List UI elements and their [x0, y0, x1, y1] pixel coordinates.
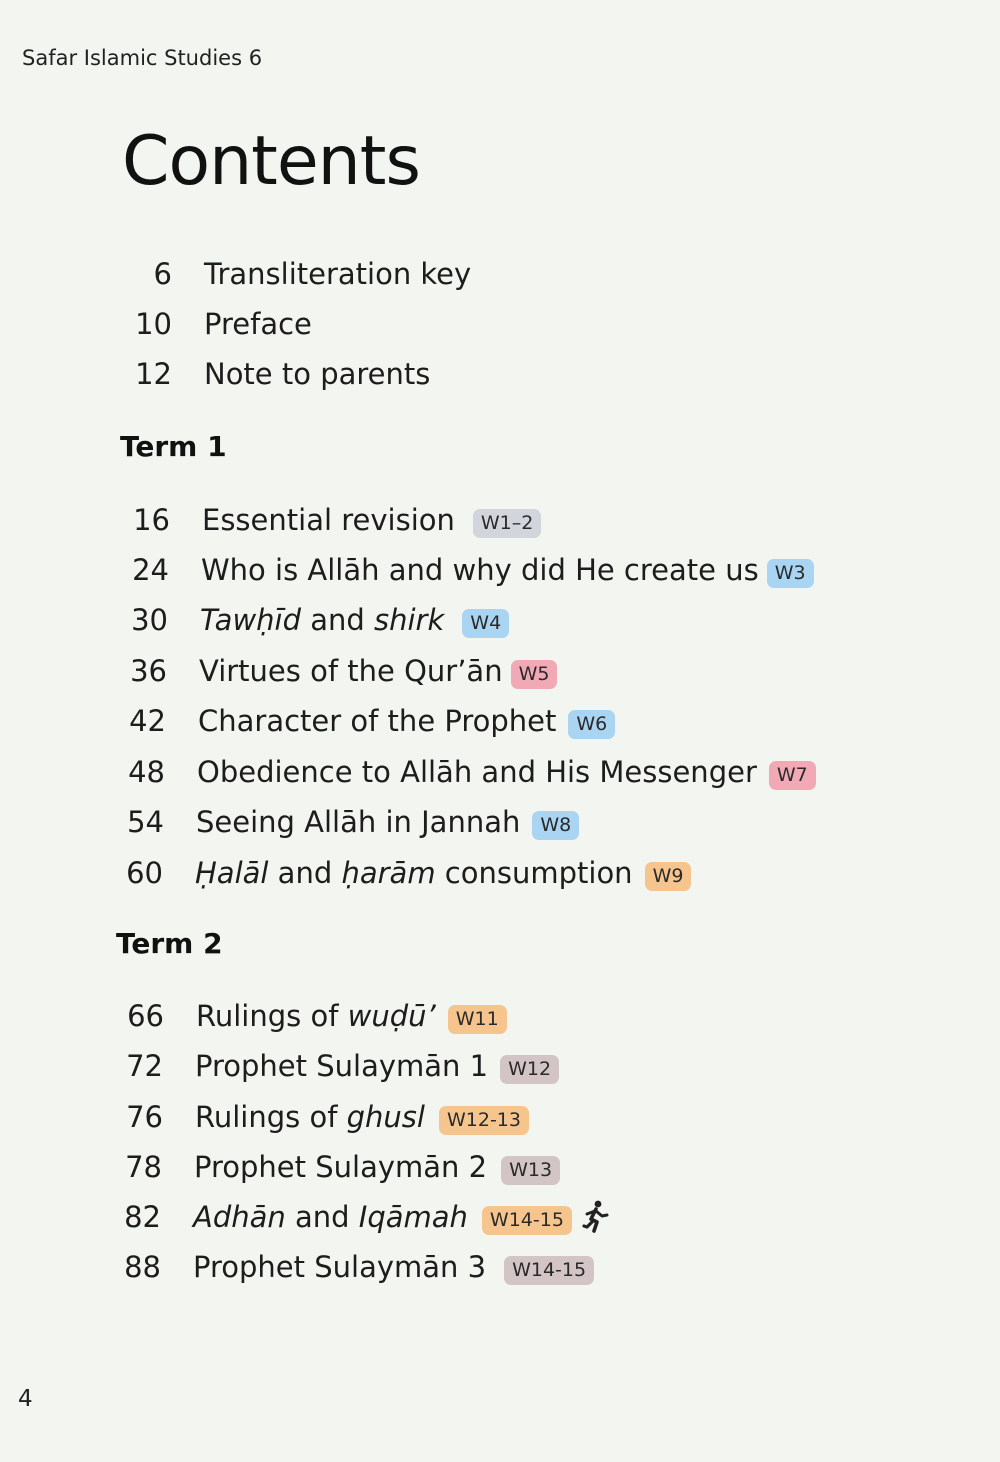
page-number: 66 [127, 999, 164, 1033]
week-badge: W6 [568, 710, 615, 739]
toc-entry[interactable] [116, 701, 615, 741]
book-title-header: Safar Islamic Studies 6 [22, 46, 263, 70]
running-person-icon-svg [582, 1200, 610, 1234]
week-badge: W9 [645, 862, 692, 891]
week-badge: W12 [500, 1055, 559, 1084]
week-badge: W8 [532, 811, 579, 840]
page-number: 76 [126, 1100, 163, 1134]
toc-entry[interactable] [118, 600, 509, 640]
page-number: 60 [126, 856, 163, 890]
page-number: 24 [132, 553, 169, 587]
toc-entry[interactable] [111, 1197, 610, 1237]
week-badge: W1–2 [473, 509, 541, 538]
entry-title: Who is Allāh and why did He create us [201, 553, 759, 587]
entry-title: Rulings of wuḍū’ [196, 999, 436, 1033]
week-badge: W11 [448, 1005, 507, 1034]
toc-entry[interactable] [113, 853, 691, 893]
page-number: 72 [126, 1049, 163, 1083]
page-number: 12 [135, 357, 172, 391]
page-title: Contents [122, 122, 420, 201]
toc-entry[interactable] [120, 500, 541, 540]
toc-entry[interactable] [113, 1046, 559, 1086]
entry-title: Preface [204, 307, 312, 341]
entry-title: Note to parents [204, 357, 431, 391]
entry-title: Prophet Sulaymān 3 [193, 1250, 487, 1284]
entry-title: Ḥalāl and ḥarām consumption [195, 856, 633, 890]
week-badge: W7 [769, 761, 816, 790]
toc-entry[interactable] [113, 1097, 529, 1137]
toc-entry[interactable] [111, 1247, 594, 1287]
page-number: 54 [127, 805, 164, 839]
toc-entry[interactable] [112, 1147, 560, 1187]
entry-title: Adhān and Iqāmah [193, 1200, 468, 1234]
toc-entry[interactable] [114, 802, 579, 842]
toc-entry[interactable] [122, 304, 312, 344]
page-number: 10 [135, 307, 172, 341]
entry-title: Seeing Allāh in Jannah [196, 805, 521, 839]
entry-title: Virtues of the Qur’ān [199, 654, 503, 688]
entry-title: Essential revision [202, 503, 455, 537]
page-number: 30 [131, 603, 168, 637]
page-number: 42 [129, 704, 166, 738]
week-badge: W13 [501, 1156, 560, 1185]
page-number: 48 [128, 755, 165, 789]
entry-title: Transliteration key [204, 257, 472, 291]
page-number: 78 [125, 1150, 162, 1184]
week-badge: W12-13 [439, 1106, 529, 1135]
running-person-icon [582, 1200, 610, 1238]
page-number: 16 [133, 503, 170, 537]
term-2-heading: Term 2 [116, 927, 223, 960]
entry-title: Rulings of ghusl [195, 1100, 425, 1134]
week-badge: W4 [462, 609, 509, 638]
entry-title: Tawḥīd and shirk [200, 603, 445, 637]
week-badge: W5 [511, 660, 558, 689]
toc-entry[interactable] [119, 550, 814, 590]
entry-title: Prophet Sulaymān 1 [195, 1049, 489, 1083]
page-number: 6 [153, 257, 172, 291]
page-number-footer: 4 [18, 1386, 33, 1412]
page-number: 82 [124, 1200, 161, 1234]
toc-entry[interactable] [122, 354, 430, 394]
entry-title: Prophet Sulaymān 2 [194, 1150, 488, 1184]
toc-entry[interactable] [117, 651, 557, 691]
term-1-heading: Term 1 [120, 430, 227, 463]
toc-entry[interactable] [115, 752, 816, 792]
week-badge: W14-15 [482, 1206, 572, 1235]
toc-entry[interactable] [114, 996, 507, 1036]
toc-entry[interactable] [122, 254, 471, 294]
entry-title: Character of the Prophet [198, 704, 557, 738]
page-number: 36 [130, 654, 167, 688]
week-badge: W14-15 [504, 1256, 594, 1285]
entry-title: Obedience to Allāh and His Messenger [197, 755, 757, 789]
page-number: 88 [124, 1250, 161, 1284]
week-badge: W3 [767, 559, 814, 588]
